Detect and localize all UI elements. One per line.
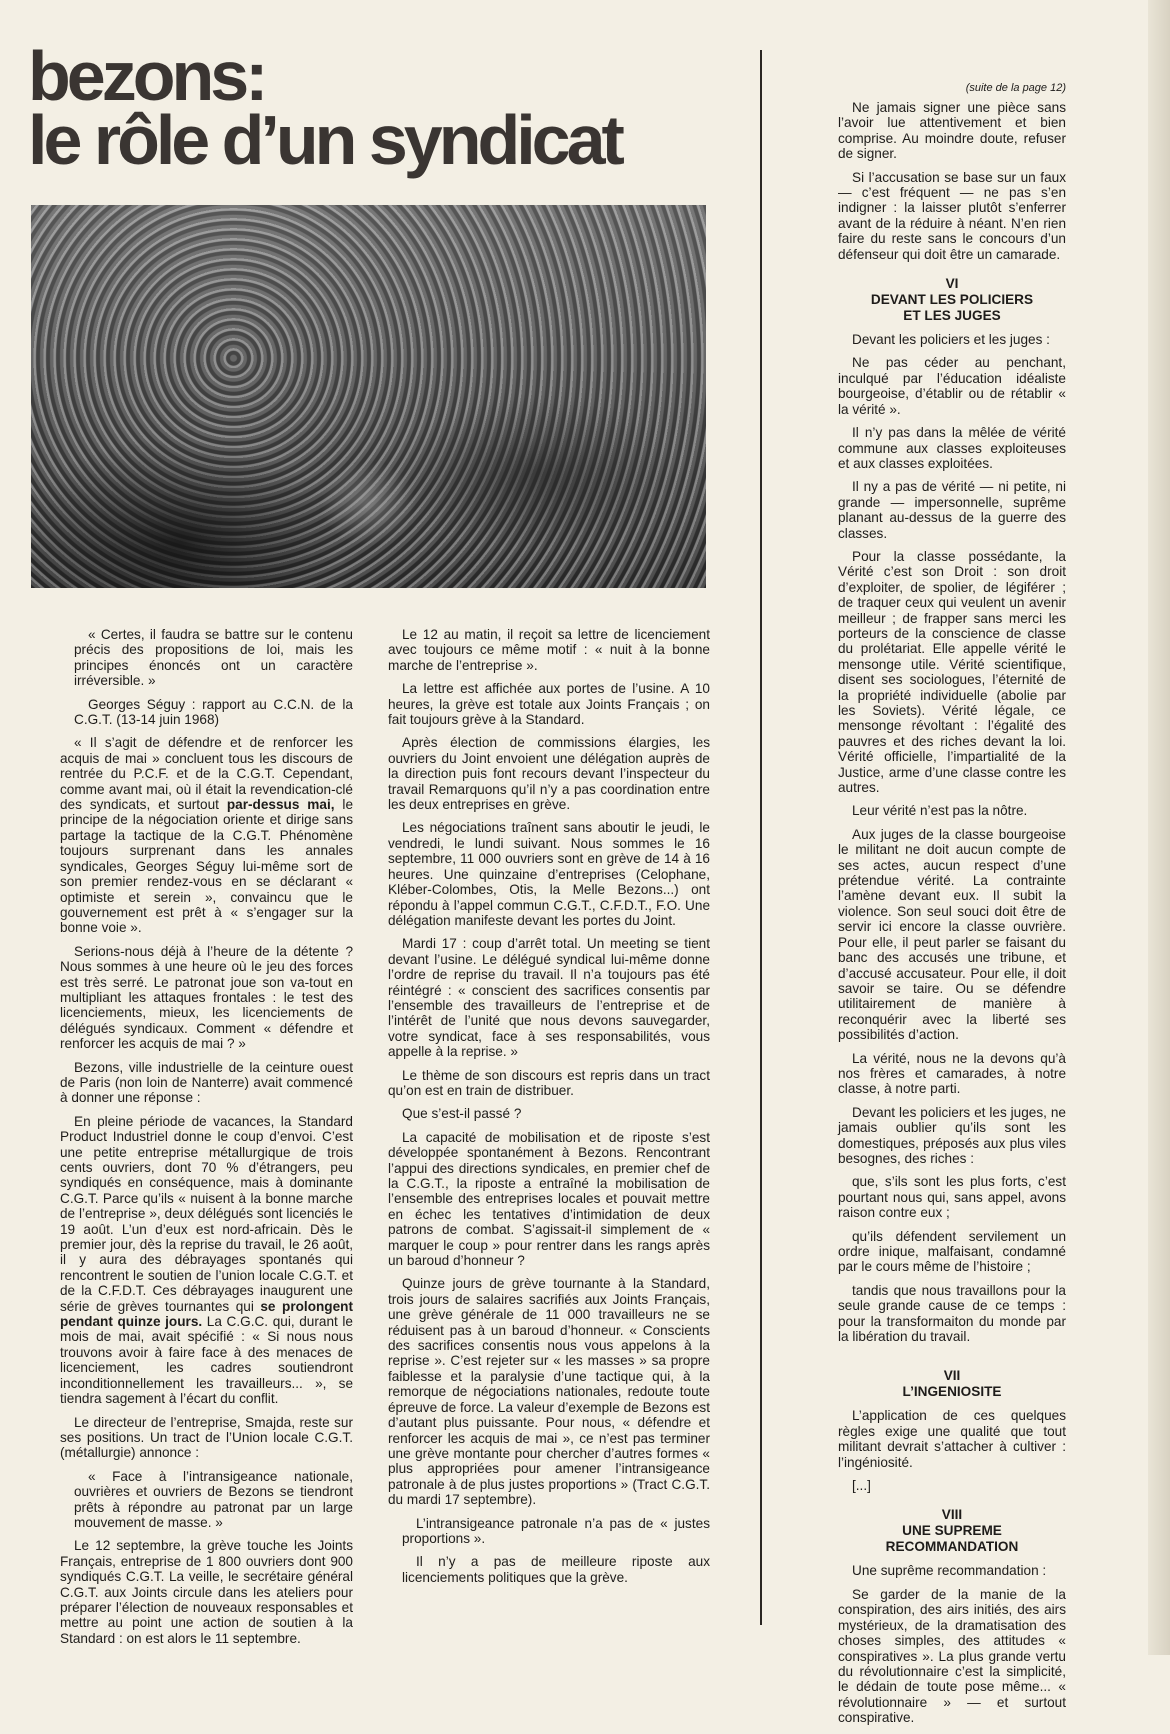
paragraph: Il ny a pas de vérité — ni petite, ni grande — impersonnelle, suprême planant au-dessus de la guerre des classes. (838, 479, 1066, 541)
paragraph: Une suprême recommandation : (852, 1563, 1047, 1579)
section-title: RECOMMANDATION (885, 1539, 1019, 1555)
paragraph: Le 12 au matin, il reçoit sa lettre de licenciement avec toujours ce même motif : « nuit à la bonne marche de l’entreprise ». (388, 627, 710, 673)
section-title: L’INGENIOSITE (902, 1384, 1002, 1400)
paragraph: Pour la classe possédante, la Vérité c’est son Droit : son droit d’exploiter, de spolier, de légiférer ; de traquer ceux qui veulent un avenir meilleur ; de frapper sans merci les porteurs de la conscience de classe du prolétariat. Elle appelle vérité le mensonge utile. Vérité scientifique, disent ses sociologues, l’éternité de la propriété individuelle (abolie par les Soviets). Vérité légale, ce mensonge révoltant : l’égalité des pauvres et des riches devant la loi. Vérité officielle, l’impartialité de la Justice, arme d’une classe contre les autres. (838, 548, 1066, 796)
paragraph: La capacité de mobilisation et de riposte s’est développée spontanément à Bezons. Rencontrant l’appui des directions syndicales, en premier chef de la C.G.T., la riposte a entraîné la mobilisation de l’ensemble des entreprises locales et pouvait mettre en échec les tentatives d’intimidation de deux patrons de combat. S’agissait-il simplement de « marquer le coup » pour rentrer dans les rangs après un baroud d’honneur ? (388, 1129, 710, 1269)
paragraph: Aux juges de la classe bourgeoise le militant ne doit aucun compte de ses actes, aucun respect d’une prétendue vérité. La contrainte l’amène devant eux. Il subit la violence. Son seul souci doit être de servir ici encore la classe ouvrière. Pour elle, il peut parler se faisant du banc des accusés une tribune, et d’accusé accusateur. Pour elle, il doit savoir se taire. Ou se défendre utilitairement de manière à reconquérir avec la liberté ses possibilités d’action. (838, 826, 1066, 1043)
paragraph: La vérité, nous ne la devons qu’à nos frères et camarades, à notre classe, à notre parti. (838, 1050, 1066, 1097)
paragraph: Ne pas céder au penchant, inculqué par l’éducation idéaliste bourgeoise, d’établir ou de rétablir « la vérité ». (838, 355, 1066, 417)
paragraph: L’application de ces quelques règles exige une qualité que tout militant devrait s’attacher à cultiver : l’ingéniosité. (838, 1408, 1066, 1470)
paragraph: Leur vérité n’est pas la nôtre. (852, 803, 1028, 819)
paragraph: La lettre est affichée aux portes de l’usine. A 10 heures, la grève est totale aux Joints Français ; on fait toujours grève à la Standard. (388, 681, 710, 728)
page-edge (1148, 0, 1170, 1655)
paragraph: Le 12 septembre, la grève touche les Joints Français, entreprise de 1 800 ouvriers dont 900 syndiqués C.G.T. La veille, le secrétaire général C.G.T. aux Joints circule dans les ateliers pour préparer l’élection de nouveaux responsables et mettre au point une action de soutien à la Standard : on est alors le 11 septembre. (60, 1538, 353, 1646)
paragraph: Les négociations traînent sans aboutir le jeudi, le vendredi, le lundi suivant. Nous sommes le 16 septembre, 11 000 ouvriers sont en grève de 14 à 16 heures. Une quinzaine d’entreprises (Celophane, Kléber-Colombes, Otis, la Melle Bezons...) ont répondu à l’appel commun C.G.T., C.F.D.T., F.O. Une délégation manifeste devant les portes du Joint. (388, 820, 710, 928)
paragraph: Devant les policiers et les juges : (852, 332, 1050, 348)
section-heading-6 (838, 276, 1066, 324)
text-column-3 (838, 100, 1066, 1734)
paragraph (60, 1114, 353, 1407)
section-number: VIII (941, 1507, 963, 1523)
text-run: En pleine période de vacances, la Standard Product Industriel donne le coup d’envoi. C’est une petite entreprise métallurgique de trois cents ouvriers, dont 70 % d’étrangers, peu syndiqués en conséquence, mais à dominante C.G.T. Parce qu’ils « nuisent à la bonne marche de l’entreprise », deux délégués sont licenciés le 19 août. L’un d’eux est nord-africain. Dès le premier jour, dès la reprise du travail, le 26 août, il y aura des débrayages spontanés qui rencontrent le soutien de l’union locale C.G.T. et de la C.F.D.T. Ces débrayages inaugurent une série de grèves tournantes qui (60, 1113, 353, 1314)
epigraph: « Certes, il faudra se battre sur le contenu précis des propositions de loi, mais les principes énoncés ont un caractère irréversible. » (74, 627, 353, 689)
text-run: le principe de la négociation oriente et dirige sans partage la tactique de la C.G.T. Phénomène toujours surprenant dans les annales syndicales, Georges Séguy lui-même sort de son premier rendez-vous en se déclarant « optimiste et serein », convaincu que le gouvernement est prêt à « s’engager sur la bonne voie ». (60, 797, 353, 936)
text-run: La C.G.C. qui, durant le mois de mai, avait spécifié : « Si nous nous trouvons avoir à faire face à des menaces de licenciement, les cadres soutiendront inconditionnellement les travailleurs... », se tiendra sagement à l’écart du conflit. (60, 1314, 353, 1407)
bold-text: par-dessus mai, (226, 797, 335, 813)
paragraph: Se garder de la manie de la conspiration, des airs initiés, des airs mystérieux, de la dramatisation des choses simples, des attitudes « conspiratives ». La plus grande vertu du révolutionnaire c’est la simplicité, le dédain de toute pose même... « révolutionnaire » — et surtout conspirative. (838, 1586, 1066, 1726)
paragraph: Il n’y a pas de meilleure riposte aux licenciements politiques que la grève. (402, 1554, 710, 1585)
paragraph: Ne jamais signer une pièce sans l’avoir lue attentivement et bien comprise. Au moindre doute, refuser de signer. (838, 100, 1066, 162)
section-title: DEVANT LES POLICIERS (870, 292, 1034, 308)
section-heading-8 (838, 1507, 1066, 1555)
paragraph: Le thème de son discours est repris dans un tract qu’on est en train de distribuer. (388, 1067, 710, 1098)
paragraph: Il n’y pas dans la mêlée de vérité commune aux classes exploiteuses et aux classes exploitées. (838, 425, 1066, 471)
paragraph: Serions-nous déjà à l’heure de la détente ? Nous sommes à une heure où le jeu des forces est très serré. Le patronat joue son va-tout en multipliant les attaques frontales : le test des licenciements, mieux, les licenciements de délégués syndicaux. Comment « défendre et renforcer les acquis de mai ? » (60, 943, 353, 1052)
section-title: UNE SUPREME (902, 1523, 1002, 1539)
crowd-photo (31, 205, 706, 588)
section-number: VII (943, 1368, 961, 1384)
paragraph: Le directeur de l’entreprise, Smajda, reste sur ses positions. Un tract de l’Union locale C.G.T. (métallurgie) annonce : (60, 1414, 353, 1461)
paragraph: Que s’est-il passé ? (402, 1106, 522, 1122)
article-headline (28, 37, 718, 179)
bold-text: se prolongent pendant quinze jours. (60, 1298, 353, 1330)
section-number: VI (945, 276, 959, 292)
section-title: ET LES JUGES (903, 308, 1001, 324)
paragraph: Après élection de commissions élargies, les ouvriers du Joint envoient une délégation auprès de la direction puis font recours devant l’inspecteur du travail Remarquons qu’il n’y a pas coordination entre les deux entreprises en grève. (388, 735, 710, 813)
paragraph: Si l’accusation se base sur un faux — c’est fréquent — ne pas s’en indigner : la laisser plutôt s’enferrer avant de la réduire à néant. N’en rien faire du reste sans le concours d’un défenseur qui doit être un camarade. (838, 169, 1066, 262)
text-column-1 (60, 627, 353, 1654)
paragraph: L’intransigeance patronale n’a pas de « justes proportions ». (402, 1515, 710, 1546)
paragraph (60, 735, 353, 935)
paragraph: Quinze jours de grève tournante à la Standard, trois jours de salaires sacrifiés aux Joints Français, une grève générale de 11 000 travailleurs ne se réduisent pas à un baroud d’honneur. « Conscients des sacrifices consentis nous vous appelons à la reprise ». C’est rejeter sur « les masses » sa propre faiblesse et la paralysie d’une tactique qui, à la remorque de négociations nationales, redoute toute épreuve de force. La valeur d’exemple de Bezons est d’autant plus puissante. Pour nous, « défendre et renforcer les acquis de mai », ce n’est pas terminer une grève montante pour chercher d’autres formes « plus appropriées pour amener l’intransigeance patronale à de plus justes proportions » (Tract C.G.T. du mardi 17 septembre). (388, 1276, 710, 1508)
running-head: (suite de la page 12) (965, 82, 1066, 94)
paragraph: qu’ils défendent servilement un ordre inique, malfaisant, condamné par le cours même de l’histoire ; (838, 1228, 1066, 1275)
text-run: « Il s’agit de défendre et de renforcer les acquis de mai » concluent tous les discours de rentrée du P.C.F. et de la C.G.T. Cependant, comme avant mai, où il était la revendication-clé des syndicats, et surtout (60, 735, 353, 813)
paragraph: [...] (852, 1478, 871, 1494)
epigraph-attribution: Georges Séguy : rapport au C.C.N. de la C.G.T. (13-14 juin 1968) (74, 696, 353, 728)
paragraph: Bezons, ville industrielle de la ceinture ouest de Paris (non loin de Nanterre) avait commencé à donner une réponse : (60, 1059, 353, 1106)
paragraph: tandis que nous travaillons pour la seule grande cause de ce temps : pour la transformaiton du monde par la libération du travail. (838, 1282, 1066, 1345)
column-divider (760, 50, 762, 1625)
paragraph: que, s’ils sont les plus forts, c’est pourtant nous qui, sans appel, avons raison contre eux ; (838, 1174, 1066, 1221)
paragraph: Devant les policiers et les juges, ne jamais oublier qu’ils sont les domestiques, préposés aux plus viles besognes, des riches : (838, 1104, 1066, 1166)
block-quote: « Face à l’intransigeance nationale, ouvrières et ouvriers de Bezons se tiendront prêts à répondre au patronat par un large mouvement de masse. » (74, 1468, 353, 1530)
paragraph: Mardi 17 : coup d’arrêt total. Un meeting se tient devant l’usine. Le délégué syndical lui-même donne l’ordre de reprise du travail. Il n’a toujours pas été réintégré : « conscient des sacrifices consentis par l’ensemble des travailleurs de l’entreprise et de l’intérêt de l’unité que nous devons sauvegarder, votre syndicat, face à ses responsabilités, vous appelle à la reprise. » (388, 936, 710, 1060)
section-heading-7 (838, 1368, 1066, 1400)
headline-line-2: le rôle d’un syndicat (28, 101, 621, 179)
text-column-2 (388, 627, 710, 1593)
headline-line-1: bezons: (28, 37, 265, 115)
